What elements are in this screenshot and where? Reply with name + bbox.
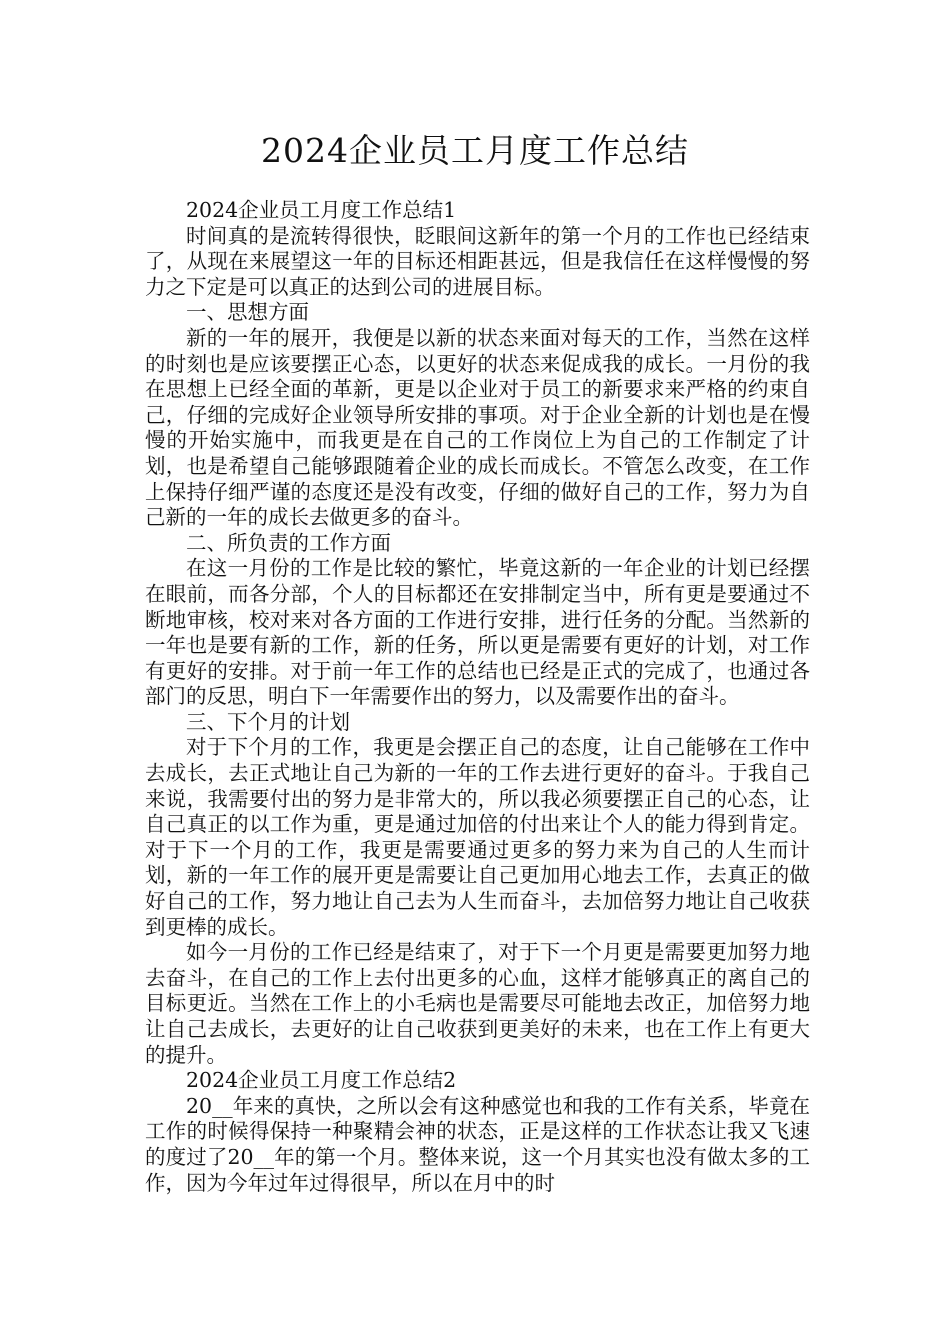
section-heading-summary-2: 2024企业员工月度工作总结2: [186, 1068, 457, 1093]
paragraph: 新的一年的展开，我便是以新的状态来面对每天的工作，当然在这样的时刻也是应该要摆正心态，以更好的状态来促成我的成长。一月份的我在思想上已经全面的革新，更是以企业对于员工的新要求来严格的约束自己，仔细的完成好企业领导所安排的事项。对于企业全新的计划也是在慢慢的开始实施中，而我更是在自己的工作岗位上为自己的工作制定了计划，也是希望自己能够跟随着企业的成长而成长。不管怎么改变，在工作上保持仔细严谨的态度还是没有改变，仔细的做好自己的工作，努力为自己新的一年的成长去做更多的奋斗。: [145, 325, 810, 530]
paragraph: 时间真的是流转得很快，眨眼间这新年的第一个月的工作也已经结束了，从现在来展望这一年的目标还相距甚远，但是我信任在这样慢慢的努力之下定是可以真正的达到公司的进展目标。: [145, 223, 810, 299]
document-title: 2024企业员工月度工作总结: [261, 131, 689, 170]
section-heading-summary-1: 2024企业员工月度工作总结1: [186, 198, 457, 222]
paragraph: 如今一月份的工作已经是结束了，对于下一个月更是需要更加努力地去奋斗，在自己的工作上去付出更多的心血，这样才能够真正的离自己的目标更近。当然在工作上的小毛病也是需要尽可能地去改正，加倍努力地让自己去成长，去更好的让自己收获到更美好的未来，也在工作上有更大的提升。: [145, 940, 810, 1067]
paragraph: 对于下个月的工作，我更是会摆正自己的态度，让自己能够在工作中去成长，去正式地让自己为新的一年的工作去进行更好的奋斗。于我自己来说，我需要付出的努力是非常大的，所以我必须要摆正自己的心态，让自己真正的以工作为重，更是通过加倍的付出来让个人的能力得到肯定。对于下一个月的工作，我更是需要通过更多的努力来为自己的人生而计划，新的一年工作的展开更是需要让自己更加用心地去工作，去真正的做好自己的工作，努力地让自己去为人生而奋斗，去加倍努力地让自己收获到更棒的成长。: [145, 735, 810, 939]
section-heading-thought: 一、思想方面: [186, 300, 309, 325]
section-heading-responsibilities: 二、所负责的工作方面: [186, 530, 391, 555]
paragraph: 20__年来的真快，之所以会有这种感觉也和我的工作有关系，毕竟在工作的时候得保持一种聚精会神的状态，正是这样的工作状态让我又飞速的度过了20__年的第一个月。整体来说，这一个月其实也没有做太多的工作，因为今年过年过得很早，所以在月中的时: [145, 1093, 810, 1195]
document-body: [145, 198, 810, 1196]
section-heading-next-month-plan: 三、下个月的计划: [186, 709, 350, 734]
paragraph: 在这一月份的工作是比较的繁忙，毕竟这新的一年企业的计划已经摆在眼前，而各分部，个人的目标都还在安排制定当中，所有更是要通过不断地审核，校对来对各方面的工作进行安排，进行任务的分配。当然新的一年也是要有新的工作，新的任务，所以更是需要有更好的计划，对工作有更好的安排。对于前一年工作的总结也已经是正式的完成了，也通过各部门的反思，明白下一年需要作出的努力，以及需要作出的奋斗。: [145, 556, 810, 709]
